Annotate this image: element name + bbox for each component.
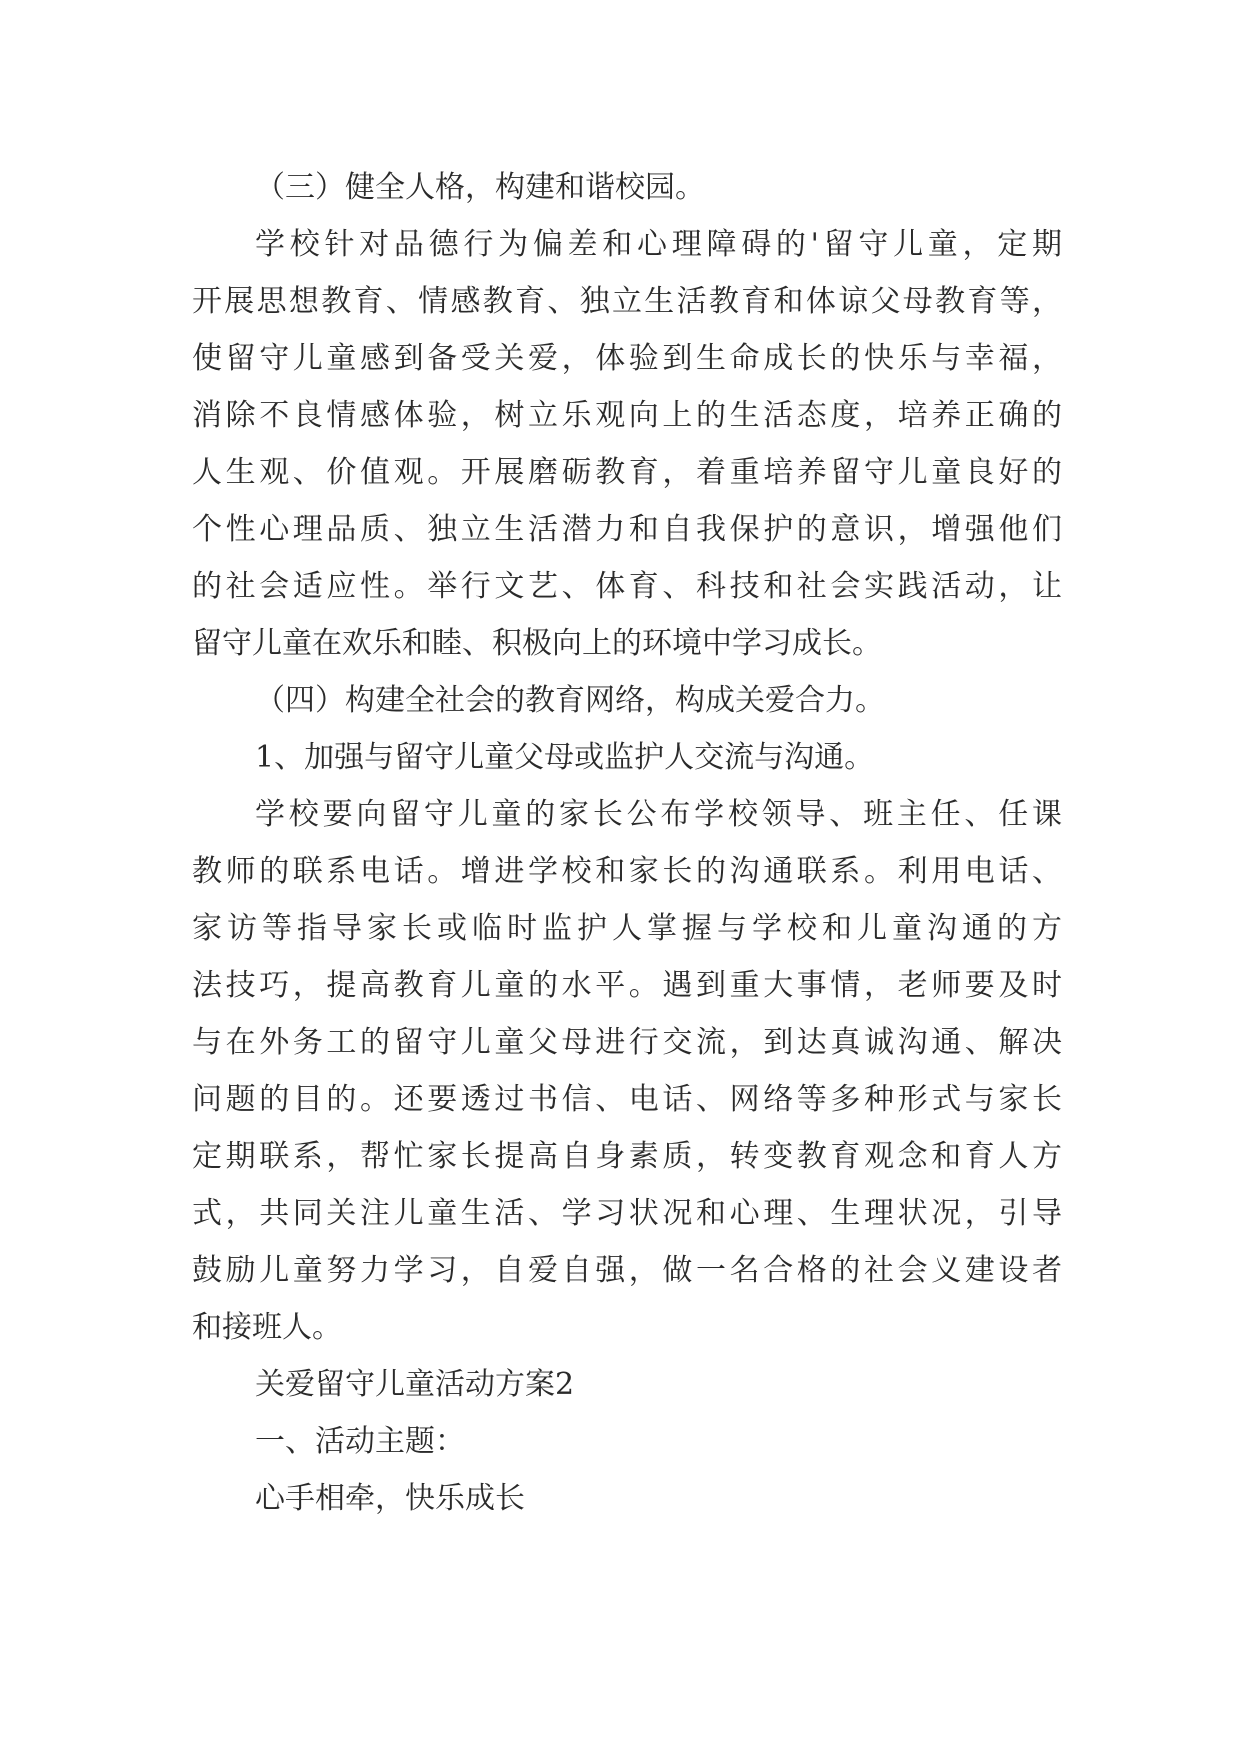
paragraph-line: 和接班人。 (192, 1310, 342, 1345)
paragraph-line: 个性心理品质、独立生活潜力和自我保护的意识，增强他们 (192, 512, 1062, 547)
plan-title: 关爱留守儿童活动方案2 (255, 1367, 575, 1402)
paragraph-line: 学校要向留守儿童的家长公布学校领导、班主任、任课 (255, 797, 1062, 832)
paragraph-line: 教师的联系电话。增进学校和家长的沟通联系。利用电话、 (192, 854, 1062, 889)
paragraph-line: 定期联系，帮忙家长提高自身素质，转变教育观念和育人方 (192, 1139, 1062, 1174)
paragraph-line: 式，共同关注儿童生活、学习状况和心理、生理状况，引导 (192, 1196, 1062, 1231)
section-heading-3: （三）健全人格，构建和谐校园。 (255, 170, 705, 205)
subsection-heading-1: 1、加强与留守儿童父母或监护人交流与沟通。 (255, 740, 875, 775)
paragraph-line: 消除不良情感体验，树立乐观向上的生活态度，培养正确的 (192, 398, 1062, 433)
paragraph-line: 留守儿童在欢乐和睦、积极向上的环境中学习成长。 (192, 626, 882, 661)
paragraph-line: 与在外务工的留守儿童父母进行交流，到达真诚沟通、解决 (192, 1025, 1062, 1060)
paragraph-line: 问题的目的。还要透过书信、电话、网络等多种形式与家长 (192, 1082, 1062, 1117)
paragraph-line: 使留守儿童感到备受关爱，体验到生命成长的快乐与幸福， (192, 341, 1062, 376)
paragraph-line: 学校针对品德行为偏差和心理障碍的'留守儿童，定期 (255, 227, 1062, 262)
section-heading-4: （四）构建全社会的教育网络，构成关爱合力。 (255, 683, 885, 718)
paragraph-line: 的社会适应性。举行文艺、体育、科技和社会实践活动，让 (192, 569, 1062, 604)
activity-theme-heading: 一、活动主题： (255, 1424, 465, 1459)
paragraph-line: 家访等指导家长或临时监护人掌握与学校和儿童沟通的方 (192, 911, 1062, 946)
paragraph-line: 人生观、价值观。开展磨砺教育，着重培养留守儿童良好的 (192, 455, 1062, 490)
paragraph-line: 鼓励儿童努力学习，自爱自强，做一名合格的社会义建设者 (192, 1253, 1062, 1288)
paragraph-line: 法技巧，提高教育儿童的水平。遇到重大事情，老师要及时 (192, 968, 1062, 1003)
activity-theme-text: 心手相牵，快乐成长 (255, 1481, 525, 1516)
paragraph-line: 开展思想教育、情感教育、独立生活教育和体谅父母教育等， (192, 284, 1062, 319)
